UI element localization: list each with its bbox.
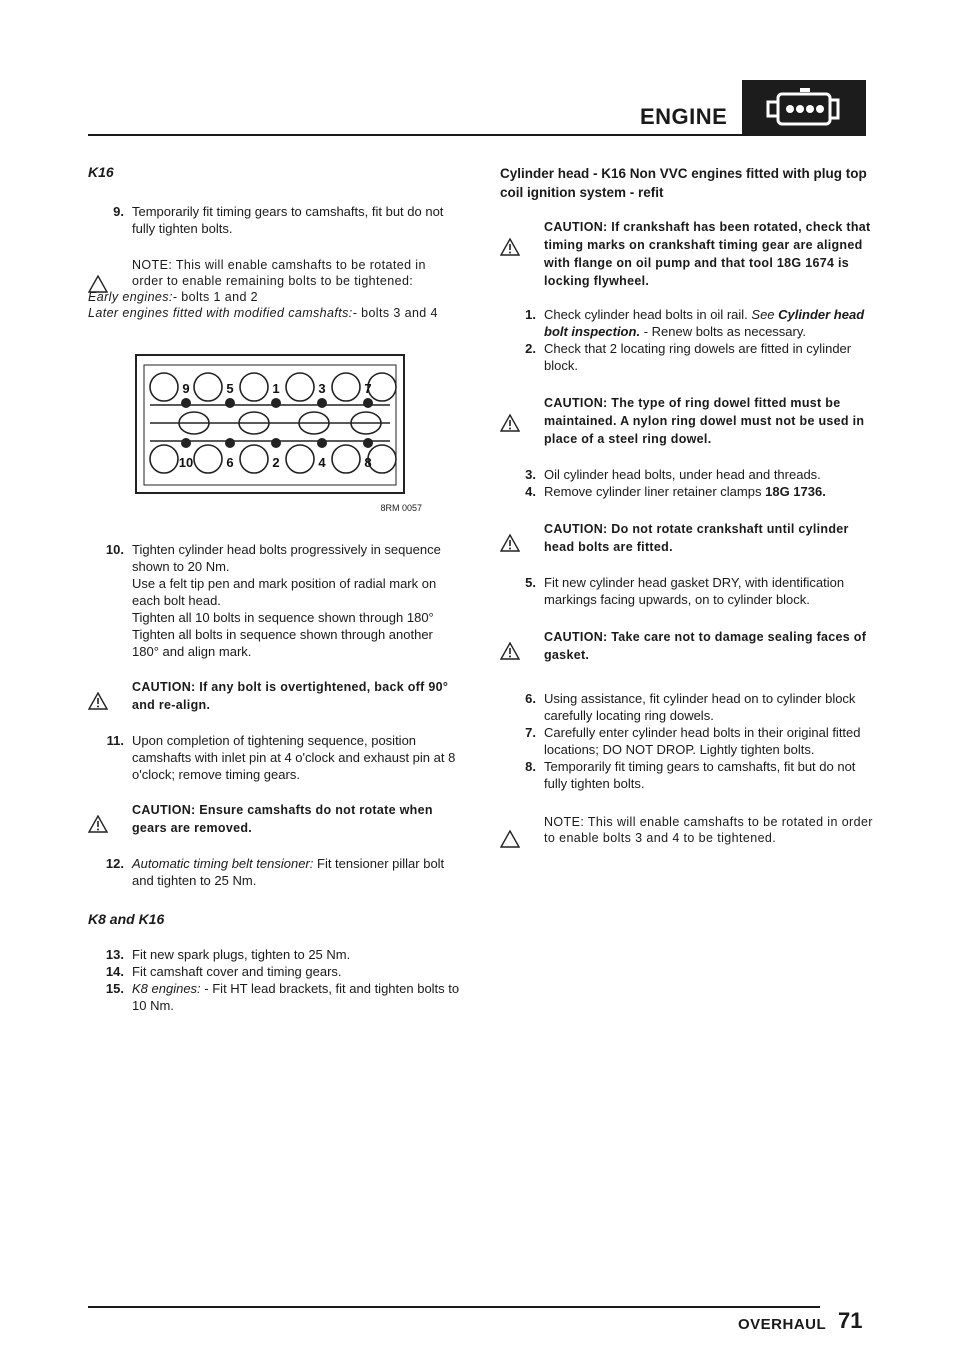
bolt-number-6: 6 — [226, 455, 234, 470]
step-text: Temporarily fit timing gears to camshafts, fit but do not fully tighten bolts. — [544, 759, 856, 791]
caution-text: The type of ring dowel fitted must be maintained. A nylon ring dowel must not be used in place of a steel ring dowel. — [544, 396, 865, 446]
step-text: Upon completion of tightening sequence, position camshafts with inlet pin at 4 o'clock and exhaust pin at 8 o'clock; remove timing gears. — [132, 733, 456, 782]
note-later-text: bolts 3 and 4 — [361, 306, 438, 320]
caution-block — [500, 394, 880, 448]
bolt-number-9: 9 — [182, 381, 190, 396]
caution-label: CAUTION: — [544, 630, 608, 644]
engine-icon — [742, 80, 866, 136]
caution-label: CAUTION: — [544, 220, 608, 234]
step-text: Fit tensioner pillar bolt and tighten to 25 Nm. — [132, 856, 445, 888]
bolt-sequence-figure — [130, 347, 422, 513]
step-13 — [88, 946, 460, 963]
step-label: Automatic timing belt tensioner: — [132, 856, 314, 871]
step-number: 12. — [105, 856, 124, 871]
caution-block — [500, 520, 880, 556]
step-text-tail: - Renew bolts as necessary. — [643, 324, 807, 339]
caution-text: If any bolt is overtightened, back off 90° and re-align. — [132, 680, 449, 712]
right-column — [500, 164, 880, 846]
note-label: NOTE: — [544, 815, 585, 829]
step-15 — [88, 980, 460, 1014]
step-text: Temporarily fit timing gears to camshafts, fit but do not fully tighten bolts. — [132, 204, 444, 236]
footer-rule — [88, 1306, 820, 1308]
bolt-number-4: 4 — [318, 455, 326, 470]
note-label: NOTE: — [132, 258, 173, 272]
step-text-line: Tighten all 10 bolts in sequence shown through 180° — [132, 610, 434, 625]
caution-label: CAUTION: — [132, 803, 196, 817]
see-label: See — [751, 307, 775, 322]
bolt-number-5: 5 — [226, 381, 234, 396]
step-14 — [88, 963, 460, 980]
note-triangle-icon — [500, 830, 520, 848]
bolt-number-10: 10 — [178, 455, 194, 470]
note-later-label: Later engines fitted with modified camshafts:- — [88, 306, 358, 320]
note-text: This will enable camshafts to be rotated in order to enable remaining bolts to be tightened: — [132, 258, 426, 288]
step-text: Remove cylinder liner retainer clamps — [544, 484, 762, 499]
bolt-number-3: 3 — [318, 381, 326, 396]
step-number: 10. — [105, 542, 124, 557]
step-label: K8 engines: — [132, 981, 201, 996]
step-number: 2. — [525, 341, 536, 356]
step-7 — [500, 724, 880, 758]
note-early-text: bolts 1 and 2 — [181, 290, 259, 304]
bolt-number-1: 1 — [272, 381, 280, 396]
step-9 — [88, 203, 460, 237]
caution-triangle-icon — [500, 238, 520, 256]
step-text: Oil cylinder head bolts, under head and threads. — [544, 467, 821, 482]
step-text: - Fit HT lead brackets, fit and tighten bolts to 10 Nm. — [132, 981, 460, 1013]
left-column — [88, 164, 460, 1014]
step-12 — [88, 855, 460, 889]
step-text-line: Tighten all bolts in sequence shown through another 180° and align mark. — [132, 627, 433, 659]
header-rule — [88, 134, 748, 136]
step-text: Check cylinder head bolts in oil rail. — [544, 307, 748, 322]
step-text: Fit camshaft cover and timing gears. — [132, 964, 342, 979]
caution-block — [88, 678, 460, 714]
step-5 — [500, 574, 880, 608]
step-number: 15. — [105, 981, 124, 996]
caution-triangle-icon — [500, 414, 520, 432]
step-11 — [88, 732, 460, 783]
step-number: 3. — [525, 467, 536, 482]
step-6 — [500, 690, 880, 724]
step-text: Check that 2 locating ring dowels are fitted in cylinder block. — [544, 341, 852, 373]
caution-triangle-icon — [500, 642, 520, 660]
caution-triangle-icon — [500, 534, 520, 552]
caution-label: CAUTION: — [544, 396, 608, 410]
section-title-k8-k16: K8 and K16 — [88, 911, 165, 927]
step-2 — [500, 340, 880, 374]
caution-text: Do not rotate crankshaft until cylinder head bolts are fitted. — [544, 522, 849, 554]
note-block — [88, 257, 460, 321]
step-number: 4. — [525, 484, 536, 499]
tool-number: 18G 1736. — [765, 484, 826, 499]
step-text: Carefully enter cylinder head bolts in their original fitted locations; DO NOT DROP. Lightly tighten bolts. — [544, 725, 861, 757]
note-block — [500, 814, 880, 846]
step-number: 6. — [525, 691, 536, 706]
page-header-title: ENGINE — [640, 104, 728, 129]
bolt-number-7: 7 — [364, 381, 372, 396]
step-text-line: Tighten cylinder head bolts progressively in sequence shown to 20 Nm. — [132, 542, 441, 574]
page-number: 71 — [838, 1308, 863, 1333]
bolt-number-2: 2 — [272, 455, 280, 470]
figure-caption: 8RM 0057 — [380, 503, 422, 513]
step-3 — [500, 466, 880, 483]
step-4 — [500, 483, 880, 500]
caution-text: If crankshaft has been rotated, check that timing marks on crankshaft timing gear are aligned with flange on oil pump and that tool 18G 1674 is locking flywheel. — [544, 220, 871, 288]
caution-label: CAUTION: — [544, 522, 608, 536]
note-text: This will enable camshafts to be rotated in order to enable bolts 3 and 4 to be tightened. — [544, 815, 873, 845]
caution-text: Ensure camshafts do not rotate when gears are removed. — [132, 803, 433, 835]
step-text: Using assistance, fit cylinder head on to cylinder block carefully locating ring dowels. — [544, 691, 856, 723]
step-8 — [500, 758, 880, 792]
caution-block — [88, 801, 460, 837]
bolt-number-8: 8 — [364, 455, 372, 470]
footer-section-label: OVERHAUL — [738, 1316, 827, 1333]
section-title-k16: K16 — [88, 164, 114, 180]
step-number: 1. — [525, 307, 536, 322]
procedure-heading: Cylinder head - K16 Non VVC engines fitted with plug top coil ignition system - refit — [500, 166, 867, 200]
step-number: 7. — [525, 725, 536, 740]
step-number: 8. — [525, 759, 536, 774]
note-triangle-icon — [88, 275, 108, 293]
step-number: 5. — [525, 575, 536, 590]
step-number: 9. — [113, 204, 124, 219]
caution-text: Take care not to damage sealing faces of gasket. — [544, 630, 867, 662]
caution-triangle-icon — [88, 692, 108, 710]
step-text: Fit new spark plugs, tighten to 25 Nm. — [132, 947, 351, 962]
cross-reference-link[interactable]: Cylinder head bolt inspection. — [544, 307, 865, 339]
note-early-label: Early engines:- — [88, 290, 178, 304]
step-number: 13. — [105, 947, 124, 962]
step-number: 11. — [106, 733, 124, 748]
step-number: 14. — [105, 964, 124, 979]
cylinder-head-diagram — [130, 347, 410, 507]
step-10 — [88, 541, 460, 660]
step-text-line: Use a felt tip pen and mark position of radial mark on each bolt head. — [132, 576, 437, 608]
caution-triangle-icon — [88, 815, 108, 833]
step-1 — [500, 306, 880, 340]
caution-block — [500, 628, 880, 664]
step-text: Fit new cylinder head gasket DRY, with identification markings facing upwards, on to cylinder block. — [544, 575, 845, 607]
caution-label: CAUTION: — [132, 680, 196, 694]
caution-block — [500, 218, 880, 290]
